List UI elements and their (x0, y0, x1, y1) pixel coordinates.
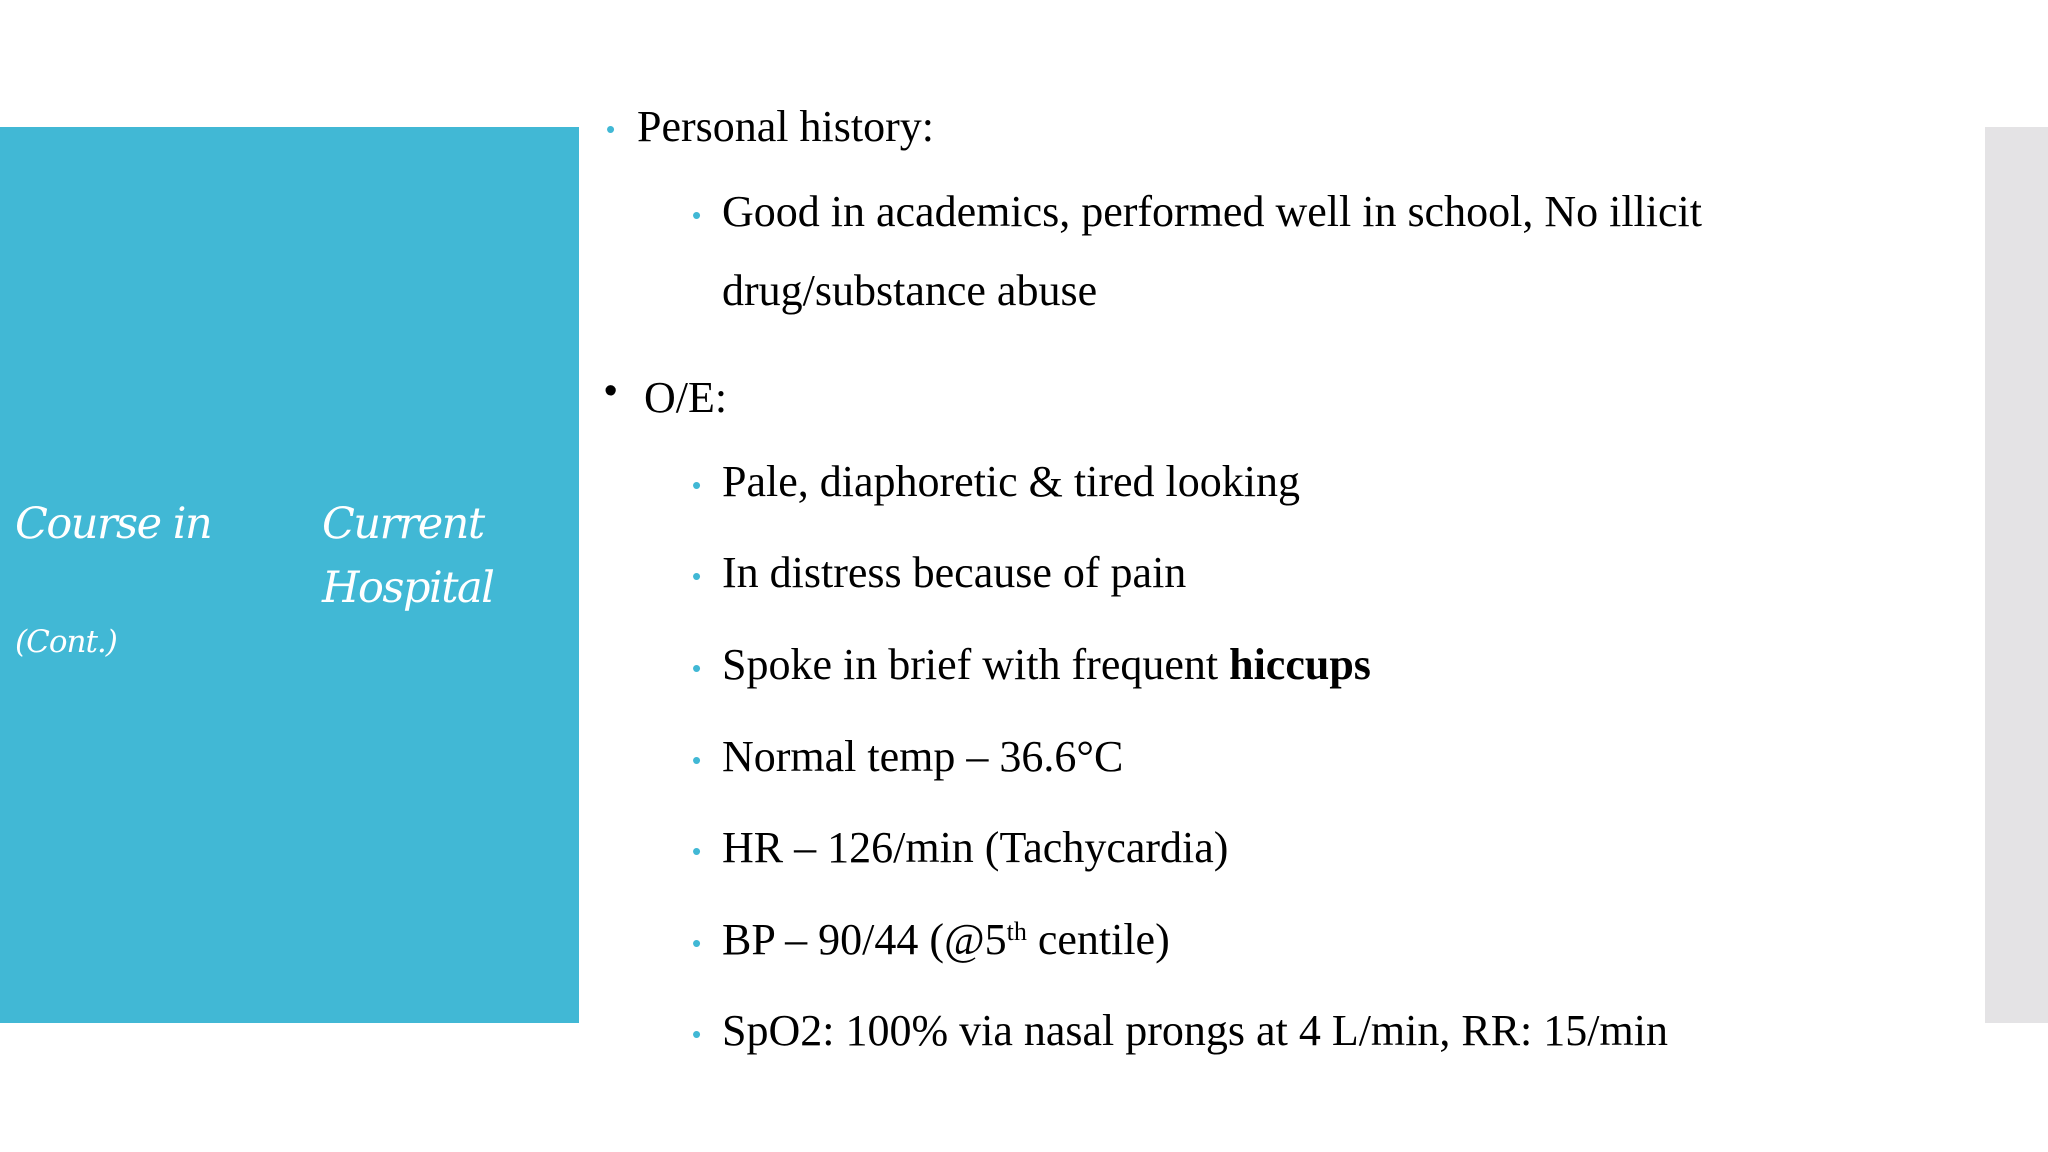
bullet-icon: • (692, 1019, 702, 1049)
oe-item-6-text: BP – 90/44 (@5 (722, 915, 1007, 964)
bullet-icon: • (692, 561, 702, 591)
slide-title-part-2: Current (322, 499, 484, 549)
bullet-icon: • (692, 745, 702, 775)
bullet-icon: • (606, 114, 616, 144)
slide-subtitle: (Cont.) (15, 624, 117, 660)
bullet-icon: • (692, 836, 702, 866)
oe-item-3-text: Spoke in brief with frequent (722, 640, 1230, 689)
oe-item-1: Pale, diaphoretic & tired looking (722, 457, 1300, 506)
oe-item-7: SpO2: 100% via nasal prongs at 4 L/min, RR: 15/min (722, 1006, 1668, 1055)
bullet-icon: • (692, 470, 702, 500)
bullet-icon: • (604, 370, 618, 412)
bullet-icon: • (692, 200, 702, 230)
personal-history-heading: Personal history: (637, 102, 934, 151)
personal-history-line-1: Good in academics, performed well in school, No illicit (722, 187, 1702, 236)
oe-item-3 (722, 639, 1371, 690)
bullet-icon: • (692, 928, 702, 958)
bullet-icon: • (692, 653, 702, 683)
oe-item-6-superscript: th (1006, 917, 1027, 946)
slide-title-part-1: Course in (15, 499, 212, 549)
slide-title-part-3: Hospital (322, 563, 494, 613)
oe-item-6-suffix: centile) (1026, 915, 1170, 964)
oe-item-6 (722, 914, 1170, 965)
oe-heading: O/E: (644, 373, 728, 422)
oe-item-3-emphasis: hiccups (1229, 640, 1371, 689)
personal-history-line-2: drug/substance abuse (722, 266, 1098, 315)
oe-item-4: Normal temp – 36.6°C (722, 732, 1124, 781)
oe-item-5: HR – 126/min (Tachycardia) (722, 823, 1229, 872)
oe-item-2: In distress because of pain (722, 548, 1187, 597)
